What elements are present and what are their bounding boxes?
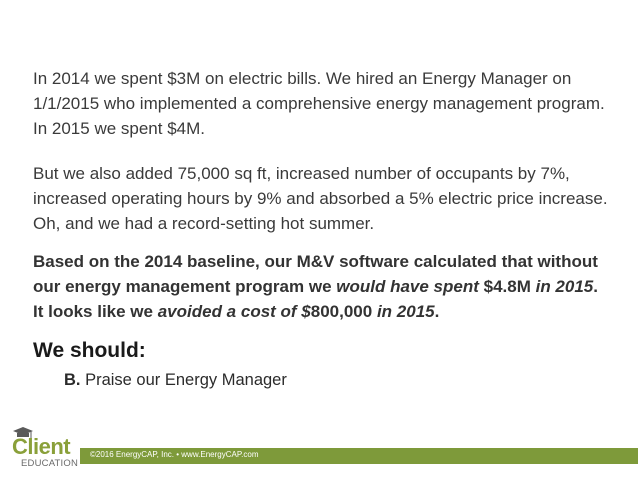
answer-letter: B. (64, 371, 81, 389)
p3-italic-avoided-cost: avoided a cost of $ (157, 302, 311, 321)
p3-italic-in-2015-a: in 2015 (535, 277, 594, 296)
we-should-heading: We should: (33, 339, 146, 362)
p3-text-1: Based on the 2014 baseline, our M&V software calculated that without our energy management program we (33, 252, 598, 296)
footer-bar (80, 448, 638, 464)
p3-italic-in-2015-b: in 2015 (376, 302, 435, 321)
paragraph-mv-calculation (33, 249, 613, 324)
p3-text-2: . It looks like we (33, 277, 598, 321)
p3-italic-would-have-spent: would have spent (336, 277, 479, 296)
answer-option-b (64, 371, 287, 390)
footer-copyright: ©2016 EnergyCAP, Inc. • www.EnergyCAP.com (90, 450, 259, 459)
logo-subtitle: EDUCATION (21, 458, 79, 469)
p3-text-end: . (434, 302, 440, 321)
p3-text-savings: 800,000 (310, 302, 377, 321)
paragraph-spending: In 2014 we spent $3M on electric bills. We hired an Energy Manager on 1/1/2015 who implemented a comprehensive energy management program. In 2015 we spent $4M. (33, 69, 605, 138)
logo-wordmark: Client (12, 434, 71, 459)
answer-text: Praise our Energy Manager (80, 371, 287, 389)
client-education-logo (12, 432, 79, 472)
p3-text-amount: $4.8M (478, 277, 536, 296)
paragraph-changes: But we also added 75,000 sq ft, increased number of occupants by 7%, increased operating hours by 9% and absorbed a 5% electric price increase. Oh, and we had a record-setting hot summer. (33, 164, 608, 233)
